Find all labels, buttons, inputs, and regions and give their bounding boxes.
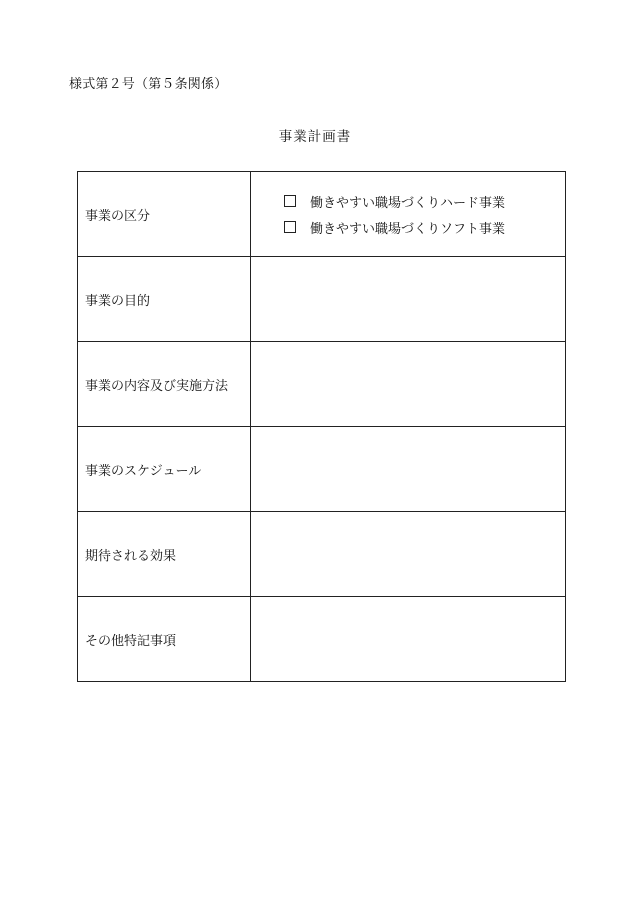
label-project-content: 事業の内容及び実施方法: [78, 342, 251, 427]
option-soft-project-label: 働きやすい職場づくりソフト事業: [310, 221, 506, 237]
option-soft-project[interactable]: [284, 214, 565, 240]
checkbox-hard-project[interactable]: [284, 195, 296, 207]
field-other-notes[interactable]: [251, 597, 566, 682]
field-project-purpose[interactable]: [251, 257, 566, 342]
table-row-expected-effects: [78, 512, 566, 597]
field-expected-effects[interactable]: [251, 512, 566, 597]
project-category-options: [251, 172, 566, 257]
label-project-purpose: 事業の目的: [78, 257, 251, 342]
document-title: 事業計画書: [278, 129, 352, 145]
label-project-category: 事業の区分: [78, 172, 251, 257]
field-project-content[interactable]: [251, 342, 566, 427]
table-row-project-category: [78, 172, 566, 257]
table-row-project-purpose: [78, 257, 566, 342]
label-expected-effects: 期待される効果: [78, 512, 251, 597]
business-plan-table: [77, 171, 566, 682]
table-row-other-notes: [78, 597, 566, 682]
field-project-schedule[interactable]: [251, 427, 566, 512]
label-other-notes: その他特記事項: [78, 597, 251, 682]
form-number: 様式第２号（第５条関係）: [69, 77, 228, 92]
option-hard-project[interactable]: [284, 188, 565, 214]
label-project-schedule: 事業のスケジュール: [78, 427, 251, 512]
table-row-project-schedule: [78, 427, 566, 512]
option-hard-project-label: 働きやすい職場づくりハード事業: [310, 195, 506, 211]
table-row-project-content: [78, 342, 566, 427]
checkbox-soft-project[interactable]: [284, 221, 296, 233]
